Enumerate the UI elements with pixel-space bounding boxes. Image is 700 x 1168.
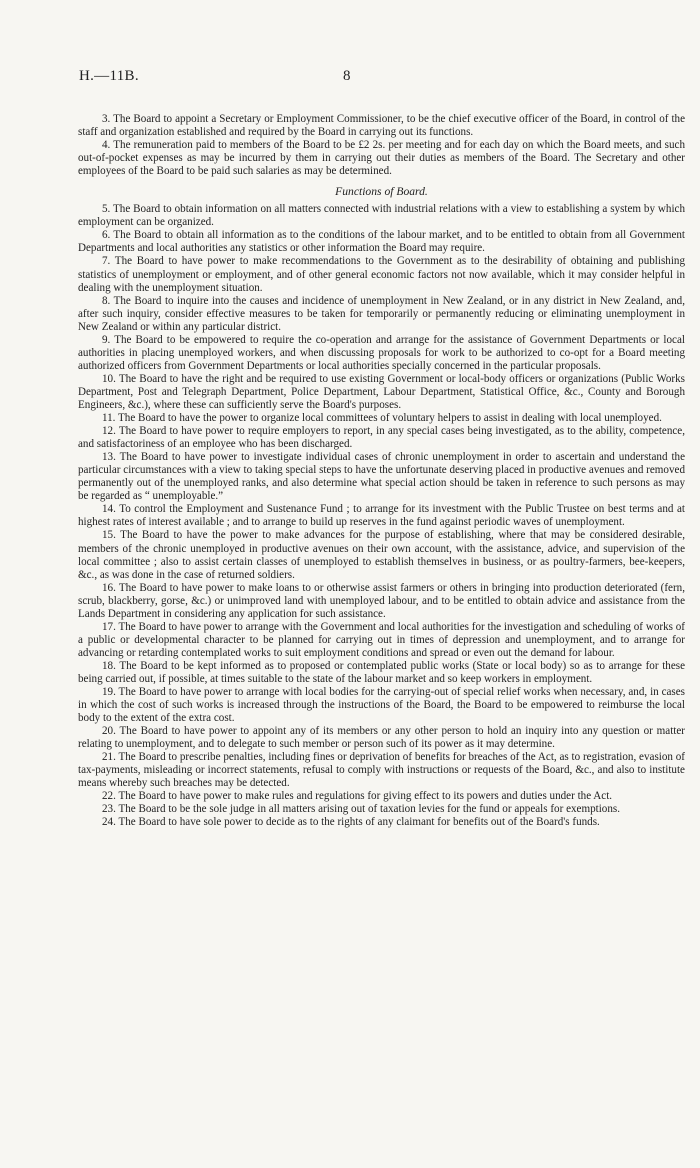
paragraph-23: 23. The Board to be the sole judge in all matters arising out of taxation levies for the fund or appeals for exemptions.	[102, 803, 620, 816]
paragraph-5: 5. The Board to obtain information on all matters connected with industrial relations with a view to establishing a system by which employment can be organized.	[78, 203, 685, 229]
section-heading: Functions of Board.	[335, 185, 428, 199]
paragraph-18: 18. The Board to be kept informed as to proposed or contemplated public works (State or local body) so as to arrange for these being carried out, if possible, at times suitable to the state of the labour market and so keep workers in employment.	[78, 659, 685, 685]
paragraph-24: 24. The Board to have sole power to decide as to the rights of any claimant for benefits out of the Board's funds.	[102, 816, 600, 829]
document-reference: H.—11B.	[79, 68, 139, 84]
body-text	[78, 113, 685, 830]
paragraph-11: 11. The Board to have the power to organize local committees of voluntary helpers to assist in dealing with local unemployed.	[102, 412, 662, 425]
paragraph-13: 13. The Board to have power to investigate individual cases of chronic unemployment in order to ascertain and understand the particular circumstances with a view to taking special steps to have the unfortunate deserving placed in productive avenues and removed permanently out of the unemployed ranks, and also determine what special action should be taken in reference to such persons as may be regarded as “ unemployable.”	[78, 451, 685, 503]
paragraph-20: 20. The Board to have power to appoint any of its members or any other person to hold an inquiry into any question or matter relating to unemployment, and to delegate to such member or person such of its power as it may determine.	[78, 725, 685, 751]
paragraph-4: 4. The remuneration paid to members of the Board to be £2 2s. per meeting and for each day on which the Board meets, and such out-of-pocket expenses as may be incurred by them in carrying out their duties as members of the Board. The Secretary and other employees of the Board to be paid such salaries as may be determined.	[78, 139, 685, 178]
paragraph-17: 17. The Board to have power to arrange with the Government and local authorities for the investigation and scheduling of works of a public or developmental character to be planned for carrying out in times of depression and unemployment, and to arrange for advancing or retarding contemplated works to suit employment conditions and spread or even out the demand for labour.	[78, 620, 685, 659]
paragraph-10: 10. The Board to have the right and be required to use existing Government or local-body officers or organizations (Public Works Department, Post and Telegraph Department, Police Department, Labour Department, Statistical Office, &c., County and Borough Engineers, &c.), where these can sufficiently serve the Board's purposes.	[78, 372, 685, 411]
paragraph-8: 8. The Board to inquire into the causes and incidence of unemployment in New Zealand, or in any district in New Zealand, and, after such inquiry, consider effective measures to be taken for temporarily or permanently reducing or eliminating unemployment in New Zealand or within any particular district.	[78, 294, 685, 333]
paragraph-12: 12. The Board to have power to require employers to report, in any special cases being investigated, as to the ability, competence, and satisfactoriness of an employee who has been discharged.	[78, 425, 685, 451]
paragraph-15: 15. The Board to have the power to make advances for the purpose of establishing, where that may be considered desirable, members of the chronic unemployed in productive avenues on their own account, with the assistance, advice, and supervision of the local committee ; also to assist certain classes of unemployed to establish themselves in business, or as poultry-farmers, bee-keepers, &c., as was done in the case of returned soldiers.	[78, 529, 685, 581]
paragraph-19: 19. The Board to have power to arrange with local bodies for the carrying-out of special relief works when necessary, and, in cases in which the cost of such works is increased through the instructions of the Board, the Board to be empowered to reimburse the local body to the extent of the extra cost.	[78, 686, 685, 725]
paragraph-21: 21. The Board to prescribe penalties, including fines or deprivation of benefits for breaches of the Act, as to registration, evasion of tax-payments, misleading or incorrect statements, refusal to comply with instructions or requests of the Board, &c., and also to institute means whereby such breaches may be detected.	[78, 751, 685, 790]
page-number: 8	[343, 68, 351, 84]
paragraph-7: 7. The Board to have power to make recommendations to the Government as to the desirability of obtaining and publishing statistics of unemployment or employment, and of other general economic factors not now available, which it may consider helpful in dealing with the unemployment situation.	[78, 255, 685, 294]
paragraph-14: 14. To control the Employment and Sustenance Fund ; to arrange for its investment with the Public Trustee on best terms and at highest rates of interest available ; and to arrange to build up reserves in the fund against periodic waves of unemployment.	[78, 503, 685, 529]
paragraph-9: 9. The Board to be empowered to require the co-operation and arrange for the assistance of Government Departments or local authorities in placing unemployed workers, and when discussing proposals for work to be authorized to co-opt for a Board meeting authorized officers from Government Departments or local authorities specially concerned in the particular proposals.	[78, 333, 685, 372]
paragraph-22: 22. The Board to have power to make rules and regulations for giving effect to its powers and duties under the Act.	[102, 790, 613, 803]
paragraph-3: 3. The Board to appoint a Secretary or Employment Commissioner, to be the chief executive officer of the Board, in control of the staff and organization established and required by the Board in carrying out its functions.	[78, 113, 685, 139]
page-header	[79, 68, 639, 88]
paragraph-16: 16. The Board to have power to make loans to or otherwise assist farmers or others in bringing into production deteriorated (fern, scrub, blackberry, gorse, &c.) or unimproved land with unemployed labour, and to be entitled to obtain advice and assistance from the Lands Department in considering any application for such assistance.	[78, 581, 685, 620]
paragraph-6: 6. The Board to obtain all information as to the conditions of the labour market, and to be entitled to obtain from all Government Departments and local authorities any statistics or other information the Board may require.	[78, 229, 685, 255]
